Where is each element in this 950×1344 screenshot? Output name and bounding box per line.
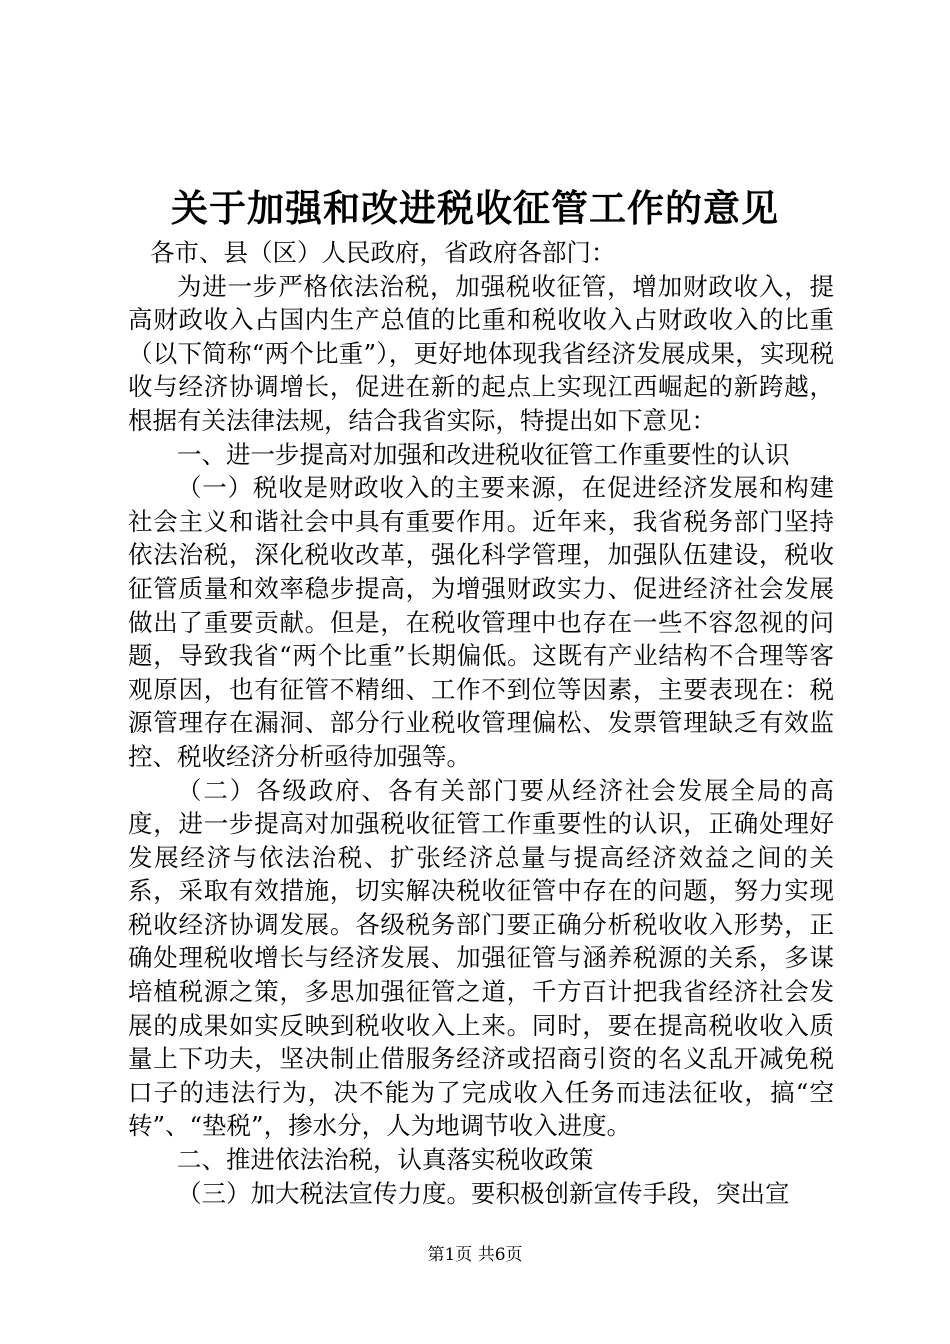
page-footer — [0, 1243, 950, 1267]
salutation-paragraph: 各市、县（区）人民政府，省政府各部门： — [150, 238, 616, 267]
page-number-label: 第1页 共6页 — [427, 1245, 523, 1265]
intro-paragraph: 为进一步严格依法治税，加强税收征管，增加财政收入，提高财政收入占国内生产总值的比重和税收收入占财政收入的比重（以下简称“两个比重”），更好地体现我省经济发展成果，实现税收与经济协调增长，促进在新的起点上实现江西崛起的新跨越，根据有关法律法规，结合我省实际，特提出如下意见： — [128, 271, 834, 435]
item-paragraph-3: （三）加大税法宣传力度。要积极创新宣传手段，突出宣 — [177, 1178, 790, 1208]
item-paragraph-2: （二）各级政府、各有关部门要从经济社会发展全局的高度，进一步提高对加强税收征管工作重要性的认识，正确处理好发展经济与依法治税、扩张经济总量与提高经济效益之间的关系，采取有效措施，切实解决税收征管中存在的问题，努力实现税收经济协调发展。各级税务部门要正确分析税收收入形势，正确处理税收增长与经济发展、加强征管与涵养税源的关系，多谋培植税源之策，多思加强征管之道，千方百计把我省经济社会发展的成果如实反映到税收收入上来。同时，要在提高税收收入质量上下功夫，坚决制止借服务经济或招商引资的名义乱开减免税口子的违法行为，决不能为了完成收入任务而违法征收，搞“空转”、“垫税”，掺水分，人为地调节收入进度。 — [128, 775, 834, 1141]
item-paragraph-1: （一）税收是财政收入的主要来源，在促进经济发展和构建社会主义和谐社会中具有重要作用。近年来，我省税务部门坚持依法治税，深化税收改革，强化科学管理，加强队伍建设，税收征管质量和效率稳步提高，为增强财政实力、促进经济社会发展做出了重要贡献。但是，在税收管理中也存在一些不容忽视的问题，导致我省“两个比重”长期偏低。这既有产业结构不合理等客观原因，也有征管不精细、工作不到位等因素，主要表现在：税源管理存在漏洞、部分行业税收管理偏松、发票管理缺乏有效监控、税收经济分析亟待加强等。 — [128, 473, 834, 771]
document-title: 关于加强和改进税收征管工作的意见 — [171, 186, 779, 230]
section-heading-1: 一、进一步提高对加强和改进税收征管工作重要性的认识 — [177, 439, 790, 469]
document-body — [128, 236, 834, 1210]
section-heading-2: 二、推进依法治税，认真落实税收政策 — [177, 1145, 594, 1175]
